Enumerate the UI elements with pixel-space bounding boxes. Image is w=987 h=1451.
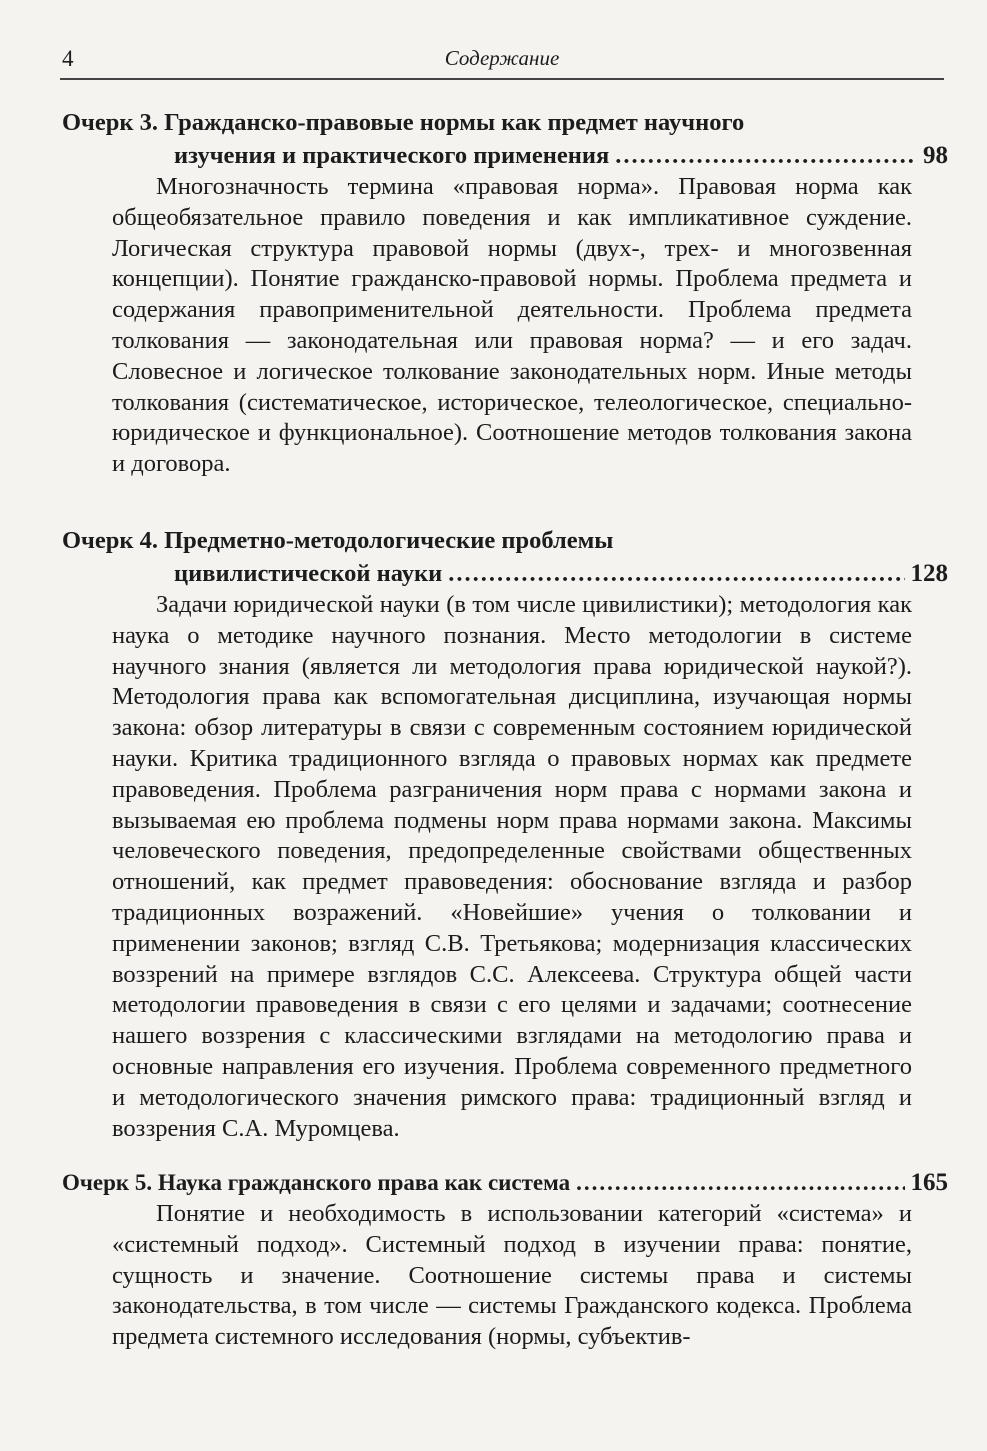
toc-content	[62, 106, 948, 1353]
chapter-title-line2-row	[62, 139, 948, 172]
dot-leader	[576, 1166, 904, 1199]
chapter-title	[62, 1166, 948, 1199]
toc-entry-chapter-4	[62, 524, 948, 1166]
page-number: 4	[62, 46, 74, 71]
chapter-title	[62, 524, 948, 590]
toc-entry-chapter-3	[62, 106, 948, 524]
dot-leader	[615, 139, 917, 172]
chapter-title-line2: изучения и практического применения	[174, 142, 610, 169]
dot-leader	[448, 557, 904, 590]
running-title: Содержание	[444, 46, 560, 70]
chapter-title	[62, 106, 948, 172]
chapter-title-text: Очерк 5. Наука гражданского права как система	[62, 1170, 571, 1195]
chapter-title-line2-row	[62, 557, 948, 590]
chapter-description: Многозначность термина «правовая норма». Правовая норма как общеобязательное правило поведения и как импликативное суждение. Логическая структура правовой нормы (двух-, трех- и многозвенная концепции). Понятие гражданско-правовой нормы. Проблема предмета и содержания правоприменительной деятельности. Проблема предмета толкования — законодательная или правовая норма? — и его задач. Словесное и логическое толкование законодательных норм. Иные методы толкования (систематическое, историческое, телеологическое, специально-юридическое и функциональное). Соотношение методов толкования закона и договора.	[112, 173, 912, 478]
chapter-title-line1: Очерк 4. Предметно-методологические проблемы	[62, 527, 614, 554]
page-header	[60, 40, 944, 80]
chapter-page-number: 98	[923, 142, 948, 169]
chapter-description: Понятие и необходимость в использовании категорий «система» и «системный подход». Системный подход в изучении права: понятие, сущность и значение. Соотношение системы права и системы законодательства, в том числе — системы Гражданского кодекса. Проблема предмета системного исследования (нормы, субъектив-	[112, 1200, 912, 1351]
header-rule	[60, 78, 944, 80]
chapter-page-number: 165	[910, 1169, 948, 1196]
chapter-page-number: 128	[910, 560, 948, 587]
chapter-title-line2: цивилистической науки	[174, 560, 443, 587]
chapter-title-line1: Очерк 3. Гражданско-правовые нормы как предмет научного	[62, 109, 745, 136]
chapter-description: Задачи юридической науки (в том числе цивилистики); методология как наука о методике научного познания. Место методологии в системе научного знания (является ли методология права юридической наукой?). Методология права как вспомогательная дисциплина, изучающая нормы закона: обзор литературы в связи с современным состоянием юридической науки. Критика традиционного взгляда о правовых нормах как предмете правоведения. Проблема разграничения норм права с нормами закона и вызываемая ею проблема подмены норм права нормами закона. Максимы человеческого поведения, предопределенные свойствами общественных отношений, как предмет правоведения: обоснование взгляда и разбор традиционных возражений. «Новейшие» учения о толковании и применении законов; взгляд С.В. Третьякова; модернизация классических воззрений на примере взглядов С.С. Алексеева. Структура общей части методологии правоведения в связи с его целями и задачами; соотнесение нашего воззрения с классическими взглядами на методологию права и основные направления его изучения. Проблема современного предметного и методологического значения римского права: традиционный взгляд и воззрения С.А. Муромцева.	[112, 591, 912, 1142]
toc-entry-chapter-5	[62, 1166, 948, 1353]
